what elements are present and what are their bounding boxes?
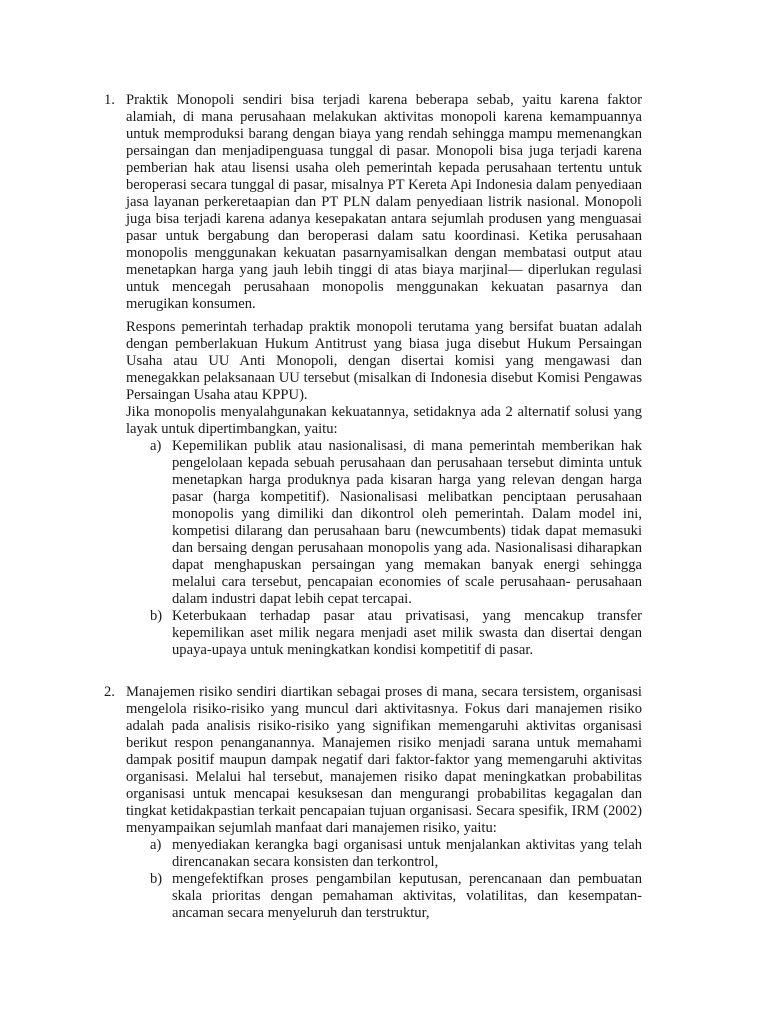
list-number: 2. (104, 684, 115, 700)
list-item-1 (0, 92, 768, 659)
paragraph: Manajemen risiko sendiri diartikan sebagai proses di mana, secara tersistem, organisasi mengelola risiko-risiko yang muncul dari aktivitasnya. Fokus dari manajemen risiko adalah pada analisis risiko-risiko yang signifikan memengaruhi aktivitas organisasi berikut respon penanganannya. Manajemen risiko menjadi sarana untuk memahami dampak positif maupun dampak negatif dari faktor-faktor yang memengaruhi aktivitas organisasi. Melalui hal tersebut, manajemen risiko dapat meningkatkan probabilitas organisasi untuk mencapai kesuksesan dan mengurangi probabilitas kegagalan dan tingkat ketidakpastian terkait pencapaian tujuan organisasi. Secara spesifik, IRM (2002) menyampaikan sejumlah manfaat dari manajemen risiko, yaitu: (126, 684, 642, 836)
sub-list-text: menyediakan kerangka bagi organisasi untuk menjalankan aktivitas yang telah direncanakan secara konsisten dan terkontrol, (172, 837, 642, 870)
sub-list-label: a) (150, 837, 162, 853)
sub-list-item (0, 438, 768, 608)
document-page (0, 92, 768, 922)
list-item-2 (0, 684, 768, 922)
sub-list-text: Kepemilikan publik atau nasionalisasi, di mana pemerintah memberikan hak pengelolaan kepada sebuah perusahaan dan perusahaan tersebut diminta untuk menetapkan harga produknya pada kisaran harga yang relevan dengan harga pasar (harga kompetitif). Nasionalisasi melibatkan penciptaan perusahaan monopolis yang dimiliki dan dikontrol oleh pemerintah. Dalam model ini, kompetisi dilarang dan perusahaan baru (newcumbents) tidak dapat memasuki dan bersaing dengan perusahaan monopolis yang ada. Nasionalisasi diharapkan dapat menghapuskan persaingan yang memakan banyak energi sehingga melalui cara tersebut, pencapaian economies of scale perusahaan- perusahaan dalam industri dapat lebih cepat tercapai. (172, 438, 642, 607)
sub-list-text: Keterbukaan terhadap pasar atau privatisasi, yang mencakup transfer kepemilikan aset milik negara menjadi aset milik swasta dan disertai dengan upaya-upaya untuk meningkatkan kondisi kompetitif di pasar. (172, 608, 642, 658)
sub-list-label: a) (150, 438, 162, 454)
sub-list-item (0, 837, 768, 871)
paragraph: Respons pemerintah terhadap praktik monopoli terutama yang bersifat buatan adalah dengan pemberlakuan Hukum Antitrust yang biasa juga disebut Hukum Persaingan Usaha atau UU Anti Monopoli, dengan disertai komisi yang mengawasi dan menegakkan pelaksanaan UU tersebut (misalkan di Indonesia disebut Komisi Pengawas Persaingan Usaha atau KPPU). (126, 319, 642, 403)
sub-list-text: mengefektifkan proses pengambilan keputusan, perencanaan dan pembuatan skala prioritas dengan pemahaman aktivitas, volatilitas, dan kesempatan-ancaman secara menyeluruh dan terstruktur, (172, 871, 642, 921)
sub-list-item (0, 871, 768, 922)
sub-list-item (0, 608, 768, 659)
list-number: 1. (104, 92, 115, 108)
sub-list-label: b) (150, 608, 163, 624)
paragraph: Praktik Monopoli sendiri bisa terjadi karena beberapa sebab, yaitu karena faktor alamiah, di mana perusahaan melakukan aktivitas monopoli karena kemampuannya untuk memproduksi barang dengan biaya yang rendah sehingga mampu memenangkan persaingan dan menjadipenguasa tunggal di pasar. Monopoli bisa juga terjadi karena pemberian hak atau lisensi usaha oleh pemerintah kepada perusahaan tertentu untuk beroperasi secara tunggal di pasar, misalnya PT Kereta Api Indonesia dalam penyediaan jasa layanan perkeretaapian dan PT PLN dalam penyediaan listrik nasional. Monopoli juga bisa terjadi karena adanya kesepakatan antara sejumlah produsen yang menguasai pasar untuk bergabung dan beroperasi dalam satu koordinasi. Ketika perusahaan monopolis menggunakan kekuatan pasarnyamisalkan dengan membatasi output atau menetapkan harga yang jauh lebih tinggi di atas biaya marjinal— diperlukan regulasi untuk mencegah perusahaan monopolis menggunakan kekuatan pasarnya dan merugikan konsumen. (126, 92, 642, 312)
paragraph: Jika monopolis menyalahgunakan kekuatannya, setidaknya ada 2 alternatif solusi yang layak untuk dipertimbangkan, yaitu: (126, 404, 642, 437)
sub-list-label: b) (150, 871, 163, 887)
